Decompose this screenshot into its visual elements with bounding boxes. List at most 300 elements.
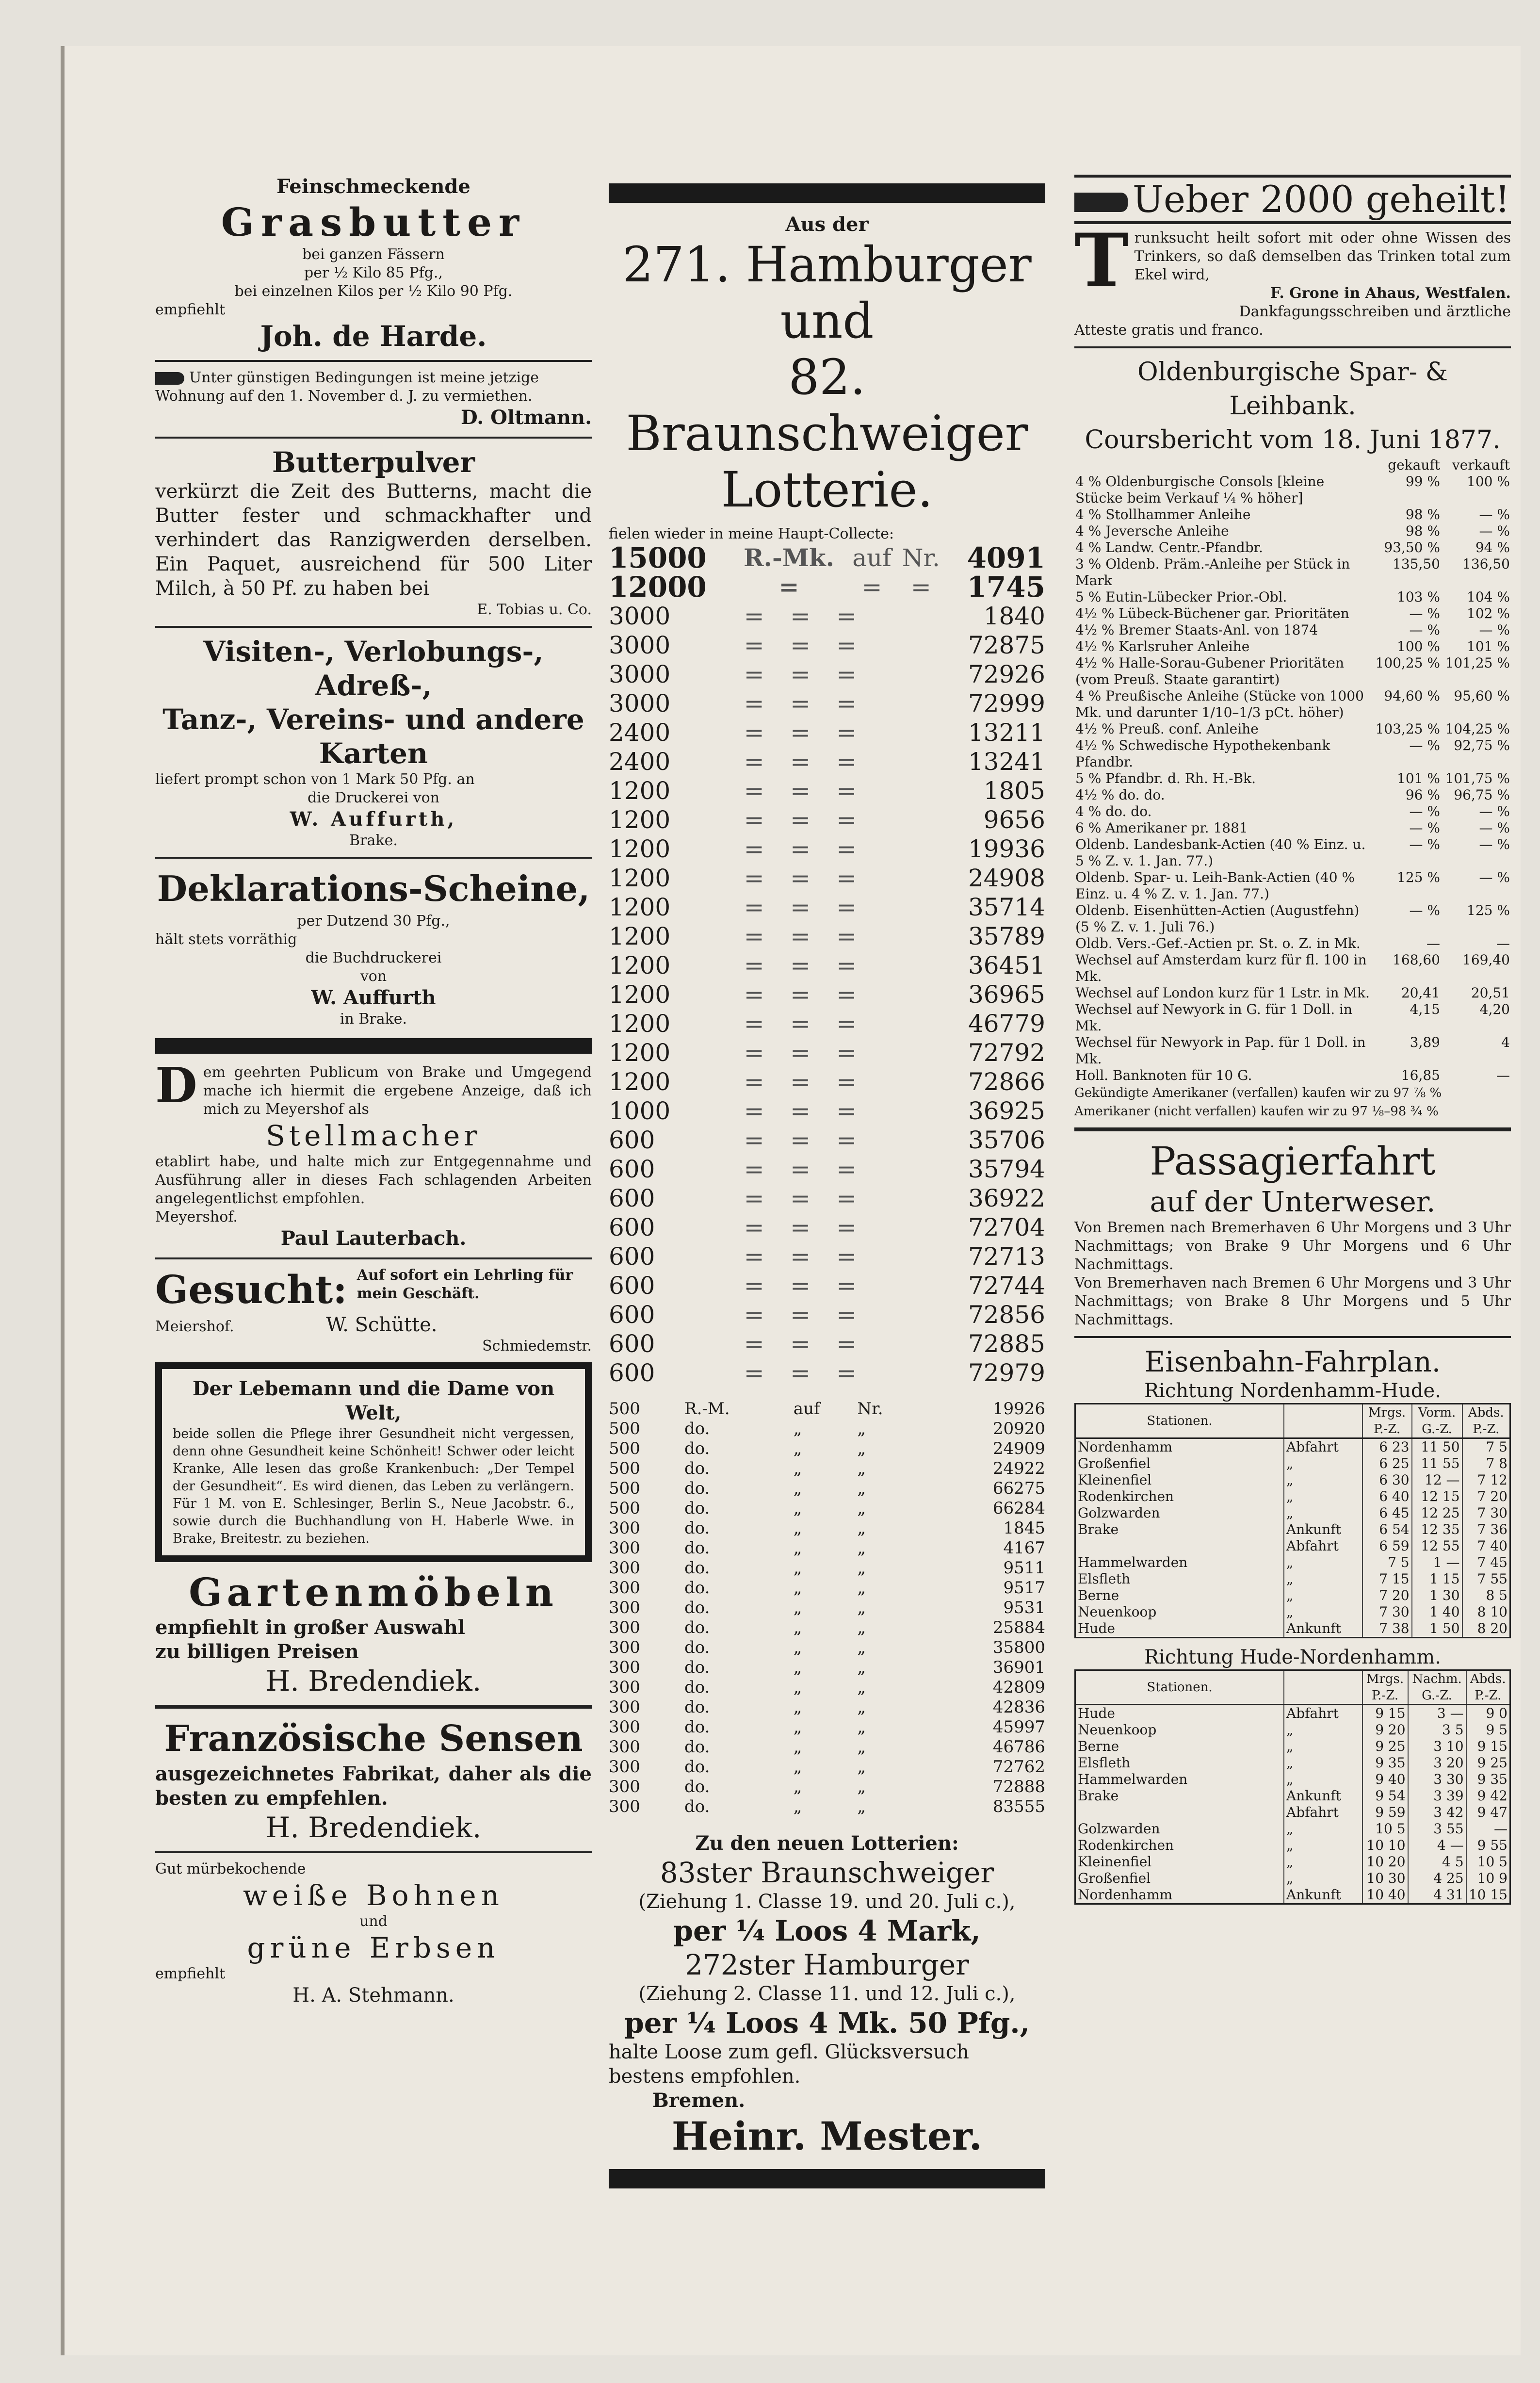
garten-title: Gartenmöbeln	[189, 1569, 558, 1615]
prize-amount: 1200	[609, 1010, 671, 1038]
ditto-mark: „	[793, 1558, 802, 1578]
ditto-mark: „	[793, 1658, 802, 1677]
price-bought: — %	[1409, 902, 1440, 918]
ditto-mark: =	[790, 951, 811, 979]
lotterie-signature: Heinr. Mester.	[671, 2113, 983, 2159]
security-name: Holl. Banknoten für 10 G.	[1075, 1067, 1252, 1083]
ditto-mark: =	[790, 1213, 811, 1241]
ditto-mark: „	[857, 1439, 866, 1458]
price-sold: 169,40	[1462, 952, 1510, 968]
table-row	[609, 1717, 1045, 1737]
table-row	[609, 1300, 1045, 1329]
time-cell: 7 5	[1362, 1554, 1412, 1571]
time-cell: 1 15	[1412, 1571, 1462, 1587]
ditto-mark: „	[857, 1618, 866, 1637]
ticket-number: 72866	[968, 1068, 1045, 1096]
arrival-departure: Ankunft	[1284, 1788, 1362, 1804]
table-row	[609, 1578, 1045, 1598]
prize-amount: 300	[609, 1757, 640, 1777]
ditto-do: do.	[684, 1479, 710, 1498]
stellmacher-title: Stellmacher	[266, 1119, 481, 1152]
ditto-mark: „	[793, 1499, 802, 1518]
header-cell	[1284, 1670, 1362, 1705]
prize-amount: 300	[609, 1578, 640, 1598]
time-cell: 6 45	[1362, 1505, 1412, 1521]
table-row	[609, 1213, 1045, 1242]
time-cell: 12 —	[1412, 1472, 1462, 1488]
security-name: Oldenb. Landesbank-Actien (40 % Einz. u. 5 % Z. v. 1. Jan. 77.)	[1075, 836, 1366, 869]
price-sold: 100 %	[1467, 473, 1510, 490]
time-cell: 11 55	[1412, 1455, 1462, 1472]
ticket-number: 66284	[992, 1499, 1045, 1518]
table-row	[609, 1038, 1045, 1067]
table-row	[1074, 688, 1511, 721]
time-cell: 9 40	[1362, 1771, 1408, 1788]
price-sold: — %	[1479, 523, 1510, 539]
ditto-mark: „	[793, 1518, 802, 1538]
price-bought: 98 %	[1405, 506, 1440, 522]
station-name: Berne	[1075, 1587, 1284, 1604]
lotterie-place: Bremen.	[652, 2089, 746, 2112]
ditto-mark: „	[857, 1757, 866, 1777]
prize-amount: 600	[609, 1184, 655, 1212]
table-row	[1074, 1067, 1511, 1084]
trunksucht-atteste: Atteste gratis und franco.	[1074, 322, 1264, 339]
header-cell: Mrgs. P.-Z.	[1362, 1404, 1412, 1438]
time-cell: 7 30	[1462, 1505, 1510, 1521]
station-name: Nordenhamm	[1075, 1887, 1284, 1904]
table-row	[1075, 1554, 1510, 1571]
ditto-mark: „	[793, 1439, 802, 1458]
price-sold: 96,75 %	[1454, 787, 1510, 803]
station-name: Elsfleth	[1075, 1755, 1284, 1771]
table-row	[1075, 1472, 1510, 1488]
time-cell: 6 40	[1362, 1488, 1412, 1505]
ditto-mark: =	[836, 1301, 857, 1329]
station-name: Hammelwarden	[1075, 1771, 1284, 1788]
ditto-mark: „	[857, 1459, 866, 1478]
time-cell: 9 20	[1362, 1722, 1408, 1738]
ticket-number: 35794	[968, 1155, 1045, 1183]
security-name: 4½ % Schwedische Hypothekenbank Pfandbr.	[1075, 737, 1330, 770]
garten-line1: empfiehlt in großer Auswahl	[155, 1616, 465, 1639]
divider	[155, 437, 592, 439]
ditto-mark: „	[793, 1757, 802, 1777]
ditto-mark: =	[744, 1068, 764, 1096]
hh-preis: per ¼ Loos 4 Mk. 50 Pfg.,	[624, 2007, 1030, 2040]
prize-amount: 300	[609, 1558, 640, 1578]
ticket-number: 4167	[1003, 1538, 1045, 1558]
ticket-number: 35789	[968, 922, 1045, 950]
ticket-number: 72875	[968, 631, 1045, 659]
ad-passagierfahrt	[1074, 1138, 1511, 1329]
ditto-mark: =	[790, 1155, 811, 1183]
ticket-number: 36901	[992, 1658, 1045, 1677]
price-bought: — %	[1409, 836, 1440, 852]
arrival-departure: Ankunft	[1284, 1521, 1362, 1538]
ditto-do: do.	[684, 1459, 710, 1478]
security-name: 4½ % Bremer Staats-Anl. von 1874	[1075, 622, 1318, 638]
price-bought: 100,25 %	[1375, 655, 1440, 671]
stellmacher-line1: em geehrten Publicum von Brake und Umgegend mache ich hiermit die ergebene Anzeige, daß ich mich zu Meyershof als	[203, 1064, 592, 1118]
amerikaner-line2: Amerikaner (nicht verfallen) kaufen wir zu 97 ⅛–98 ¾ %	[1074, 1104, 1439, 1119]
station-name: Elsfleth	[1075, 1571, 1284, 1587]
time-cell: 6 30	[1362, 1472, 1412, 1488]
time-cell: 9 35	[1466, 1771, 1510, 1788]
price-sold: — %	[1479, 869, 1510, 885]
station-name: Großenfiel	[1075, 1870, 1284, 1887]
ditto-mark: =	[744, 602, 764, 630]
ticket-number: 45997	[992, 1717, 1045, 1737]
ad-gartenmoebeln	[155, 1569, 592, 1698]
table-row	[1074, 869, 1511, 902]
price-bought: — %	[1409, 622, 1440, 638]
time-cell: 9 15	[1362, 1705, 1408, 1722]
ditto-mark: =	[744, 660, 764, 688]
table-row	[1075, 1505, 1510, 1521]
table-row	[1075, 1887, 1510, 1904]
ditto-mark: „	[857, 1578, 866, 1598]
lotterie-intro: fielen wieder in meine Haupt-Collecte:	[609, 525, 894, 542]
table-row	[1075, 1870, 1510, 1887]
table-row	[609, 1242, 1045, 1271]
ticket-number: 13241	[968, 748, 1045, 776]
price-sold: — %	[1479, 836, 1510, 852]
ditto-mark: =	[836, 1330, 857, 1358]
lotterie-heading-2: 82. Braunschweiger	[626, 349, 1028, 462]
station-name: Hammelwarden	[1075, 1554, 1284, 1571]
divider	[155, 360, 592, 362]
ditto-mark: =	[790, 1184, 811, 1212]
ticket-number: 83555	[992, 1797, 1045, 1816]
ditto-mark: =	[836, 1213, 857, 1241]
table-row	[1075, 1538, 1510, 1554]
ditto-mark: „	[857, 1737, 866, 1757]
ditto-mark: =	[744, 980, 764, 1009]
prize-amount: 500	[609, 1479, 640, 1498]
table-row	[1075, 1571, 1510, 1587]
security-name: 4 % Jeversche Anleihe	[1075, 523, 1229, 539]
ditto-mark: =	[744, 835, 764, 863]
time-cell: 8 20	[1462, 1620, 1510, 1638]
ditto-do: do.	[684, 1717, 710, 1737]
arrival-departure: „	[1284, 1738, 1362, 1755]
trunksucht-dropcap: T	[1074, 218, 1129, 303]
table-row	[1074, 523, 1511, 539]
table-row	[609, 893, 1045, 922]
deklaration-line3: die Buchdruckerei	[305, 949, 442, 966]
table-row	[1074, 655, 1511, 688]
bohnen-title2: grüne Erbsen	[247, 1931, 500, 1964]
price-sold: 95,60 %	[1454, 688, 1510, 704]
security-name: Oldenb. Eisenhütten-Actien (Augustfehn) (5 % Z. v. 1. Juli 76.)	[1075, 902, 1360, 935]
security-name: Wechsel auf Amsterdam kurz für fl. 100 in Mk.	[1075, 952, 1367, 984]
ticket-number: 72999	[968, 689, 1045, 718]
table-row	[1074, 935, 1511, 952]
time-cell: 3 30	[1408, 1771, 1466, 1788]
ticket-number: 1805	[983, 777, 1045, 805]
table-row	[609, 572, 1045, 602]
price-sold: 20,51	[1471, 985, 1510, 1001]
security-name: 4 % do. do.	[1075, 803, 1152, 819]
deklaration-line4: von	[360, 968, 387, 985]
ditto-do: do.	[684, 1499, 710, 1518]
arrival-departure: Abfahrt	[1284, 1538, 1362, 1554]
trunksucht-text: runksucht heilt sofort mit oder ohne Wissen des Trinkers, so daß demselben das Trinken total zum Ekel wird,	[1134, 229, 1511, 283]
time-cell: 9 59	[1362, 1804, 1408, 1821]
thick-divider	[609, 183, 1045, 203]
table-row	[1075, 1620, 1510, 1638]
grasbutter-kicker: Feinschmeckende	[276, 175, 470, 198]
table-row	[1074, 770, 1511, 787]
prize-amount: 1200	[609, 980, 671, 1009]
ditto-mark: =	[836, 1126, 857, 1154]
prize-amount: 1200	[609, 922, 671, 950]
table-row	[609, 1459, 1045, 1479]
ditto-mark: „	[857, 1479, 866, 1498]
table-row	[1074, 556, 1511, 589]
time-cell: 10 9	[1466, 1870, 1510, 1887]
security-name: 4½ % Halle-Sorau-Gubener Prioritäten (vom Preuß. Staate garantirt)	[1075, 655, 1344, 687]
price-sold: 136,50	[1462, 556, 1510, 572]
ditto-mark: =	[744, 1242, 764, 1271]
time-cell: 1 —	[1412, 1554, 1462, 1571]
price-sold: — %	[1479, 622, 1510, 638]
table-row	[1075, 1521, 1510, 1538]
ditto-mark: =	[744, 922, 764, 950]
price-sold: 101 %	[1467, 638, 1510, 654]
ticket-number: 72856	[968, 1301, 1045, 1329]
prize-amount: 15000	[609, 541, 707, 574]
ditto-mark: =	[836, 689, 857, 718]
table-row	[609, 1126, 1045, 1155]
trunksucht-heading: Ueber 2000 geheilt!	[1133, 178, 1510, 221]
header-cell: Nachm. G.-Z.	[1408, 1670, 1466, 1705]
time-cell: 7 20	[1362, 1587, 1412, 1604]
time-cell: 10 30	[1362, 1870, 1408, 1887]
arrival-departure: „	[1284, 1587, 1362, 1604]
ditto-mark: =	[790, 864, 811, 892]
security-name: Wechsel auf London kurz für 1 Lstr. in Mk.	[1075, 985, 1370, 1001]
bohnen-und: und	[359, 1913, 388, 1930]
ticket-number: 24909	[992, 1439, 1045, 1458]
ditto-mark: =	[790, 806, 811, 834]
table-row	[1075, 1771, 1510, 1788]
ditto-mark: =	[836, 864, 857, 892]
ditto-mark: „	[857, 1518, 866, 1538]
ditto-mark: =	[836, 1039, 857, 1067]
ditto-do: do.	[684, 1678, 710, 1697]
hh-title: 272ster Hamburger	[685, 1948, 969, 1981]
time-cell: 9 25	[1362, 1738, 1408, 1755]
price-bought: — %	[1409, 820, 1440, 836]
prize-amount: 1200	[609, 835, 671, 863]
time-cell: 4 31	[1408, 1887, 1466, 1904]
prize-amount: 300	[609, 1678, 640, 1697]
price-bought: 125 %	[1397, 869, 1440, 885]
ticket-number: 72704	[968, 1213, 1045, 1241]
ditto-mark: =	[744, 1126, 764, 1154]
prize-amount: 500	[609, 1419, 640, 1438]
time-cell: 6 54	[1362, 1521, 1412, 1538]
ditto-mark: =	[744, 1272, 764, 1300]
arrival-departure: „	[1284, 1837, 1362, 1854]
time-cell: 10 5	[1362, 1821, 1408, 1837]
price-bought: 100 %	[1397, 638, 1440, 654]
header-cell: Abds. P.-Z.	[1466, 1670, 1510, 1705]
station-name	[1075, 1804, 1284, 1821]
arrival-departure: Abfahrt	[1284, 1438, 1362, 1456]
table-row	[609, 1638, 1045, 1658]
fahrplan-table-2	[1074, 1669, 1511, 1905]
security-name: 6 % Amerikaner pr. 1881	[1075, 820, 1248, 836]
lotterie-tail: halte Loose zum gefl. Glücksversuch bestens empfohlen.	[609, 2041, 969, 2088]
trunksucht-dank: Dankfagungsschreiben und ärztliche	[1239, 303, 1511, 320]
column-left	[155, 175, 592, 2008]
column-right	[1074, 175, 1511, 1905]
table-row	[1074, 622, 1511, 638]
wohnung-signature: D. Oltmann.	[461, 406, 592, 429]
table-row	[609, 1518, 1045, 1538]
ticket-number: 36451	[968, 951, 1045, 979]
price-bought: 168,60	[1393, 952, 1440, 968]
time-cell: 7 40	[1462, 1538, 1510, 1554]
price-bought: 20,41	[1401, 985, 1440, 1001]
gesucht-sub: Schmiedemstr.	[482, 1338, 592, 1355]
time-cell: 9 55	[1466, 1837, 1510, 1854]
deklaration-line2: hält stets vorräthig	[155, 931, 297, 948]
time-cell: 10 10	[1362, 1837, 1408, 1854]
fahrplan-direction-1: Richtung Nordenhamm-Hude.	[1144, 1380, 1441, 1402]
thick-divider	[155, 1038, 592, 1054]
grasbutter-signature: Joh. de Harde.	[260, 320, 487, 353]
ditto-mark: „	[793, 1618, 802, 1637]
price-sold: 101,25 %	[1445, 655, 1510, 671]
ticket-number: 35800	[992, 1638, 1045, 1657]
ad-stellmacher	[155, 1057, 592, 1251]
deklaration-signature: W. Auffurth	[311, 986, 436, 1009]
ticket-number: 46786	[992, 1737, 1045, 1757]
prize-amount: 300	[609, 1658, 640, 1677]
table-header	[1075, 1404, 1510, 1438]
ditto-mark: =	[790, 1097, 811, 1125]
station-name: Neuenkoop	[1075, 1604, 1284, 1620]
table-row	[609, 1678, 1045, 1697]
time-cell: 12 15	[1412, 1488, 1462, 1505]
table-row	[1075, 1821, 1510, 1837]
ditto-mark: =	[744, 1330, 764, 1358]
ticket-number: 20920	[992, 1419, 1045, 1438]
prize-amount: 300	[609, 1717, 640, 1737]
divider	[1074, 1336, 1511, 1338]
trunksucht-grone: F. Grone in Ahaus, Westfalen.	[1270, 285, 1511, 302]
wohnung-text: Unter günstigen Bedingungen ist meine jetzige Wohnung auf den 1. November d. J. zu vermiethen.	[155, 369, 539, 405]
ditto-mark: „	[793, 1678, 802, 1697]
security-name: 4 % Oldenburgische Consols [kleine Stücke beim Verkauf ¼ % höher]	[1075, 473, 1325, 506]
time-cell: 8 5	[1462, 1587, 1510, 1604]
arrival-departure: „	[1284, 1604, 1362, 1620]
ditto-mark: =	[836, 1068, 857, 1096]
table-header	[1075, 1670, 1510, 1705]
karten-line2: die Druckerei von	[307, 789, 440, 806]
table-row	[1074, 605, 1511, 622]
table-row	[609, 834, 1045, 864]
divider	[155, 857, 592, 859]
table-row	[1075, 1788, 1510, 1804]
time-cell: 7 36	[1462, 1521, 1510, 1538]
ditto-mark: „	[793, 1717, 802, 1737]
karten-signature: W. Auffurth,	[290, 808, 457, 831]
time-cell: 7 20	[1462, 1488, 1510, 1505]
ditto-mark: „	[793, 1479, 802, 1498]
karten-title-3: Karten	[319, 737, 428, 770]
ditto-mark: „	[857, 1797, 866, 1816]
table-row	[609, 1558, 1045, 1578]
ad-fahrplan	[1074, 1345, 1511, 1905]
gesucht-place: Meiershof.	[155, 1318, 234, 1335]
gesucht-text: Auf sofort ein Lehrling für mein Geschäft.	[357, 1267, 573, 1302]
time-cell: 11 50	[1412, 1438, 1462, 1456]
arrival-departure: „	[1284, 1821, 1362, 1837]
ditto-mark: =	[836, 660, 857, 688]
price-bought: 103 %	[1397, 589, 1440, 605]
pointing-hand-icon	[155, 372, 184, 385]
lotterie-heading-3: Lotterie.	[721, 461, 933, 518]
prize-amount: 3000	[609, 689, 671, 718]
time-cell: 9 42	[1466, 1788, 1510, 1804]
ditto-mark: =	[744, 1213, 764, 1241]
price-bought: 94,60 %	[1384, 688, 1440, 704]
prize-amount: 600	[609, 1330, 655, 1358]
table-row	[609, 543, 1045, 572]
price-sold: — %	[1479, 506, 1510, 522]
ditto-mark: =	[790, 718, 811, 747]
table-row	[1075, 1854, 1510, 1870]
ticket-number: 46779	[968, 1010, 1045, 1038]
ticket-number: 9656	[983, 806, 1045, 834]
prize-amount: 300	[609, 1538, 640, 1558]
ad-grasbutter	[155, 175, 592, 353]
ticket-number: 19936	[968, 835, 1045, 863]
pass-route-2: Von Bremerhaven nach Bremen 6 Uhr Morgens und 3 Uhr Nachmittags; von Brake 8 Uhr Morgens und 5 Uhr Nachmittags.	[1074, 1274, 1511, 1328]
bohnen-line1: empfiehlt	[155, 1965, 226, 1982]
ditto-mark: =	[744, 777, 764, 805]
ditto-mark: =	[836, 777, 857, 805]
prize-amount: 2400	[609, 718, 671, 747]
ditto-mark: =	[744, 631, 764, 659]
station-name: Hude	[1075, 1705, 1284, 1722]
arrival-departure: „	[1284, 1571, 1362, 1587]
ditto-mark: =	[836, 980, 857, 1009]
ticket-number: 24908	[968, 864, 1045, 892]
ad-deklarations-scheine	[155, 865, 592, 1028]
time-cell: 10 15	[1466, 1887, 1510, 1904]
prize-amount: 300	[609, 1777, 640, 1796]
time-cell: 7 12	[1462, 1472, 1510, 1488]
arrival-departure: Ankunft	[1284, 1620, 1362, 1638]
arrival-departure: Abfahrt	[1284, 1804, 1362, 1821]
ditto-do: do.	[684, 1737, 710, 1757]
station-name: Golzwarden	[1075, 1505, 1284, 1521]
station-name: Großenfiel	[1075, 1455, 1284, 1472]
time-cell: 9 35	[1362, 1755, 1408, 1771]
prize-auf: auf	[852, 544, 892, 572]
sensen-line1: ausgezeichnetes Fabrikat, daher als die besten zu empfehlen.	[155, 1763, 592, 1810]
pass-route-1: Von Bremen nach Bremerhaven 6 Uhr Morgens und 3 Uhr Nachmittags; von Brake 9 Uhr Morgens und 6 Uhr Nachmittags.	[1074, 1219, 1511, 1273]
table-row	[609, 1439, 1045, 1459]
divider	[1074, 1127, 1511, 1131]
ditto-mark: „	[857, 1678, 866, 1697]
